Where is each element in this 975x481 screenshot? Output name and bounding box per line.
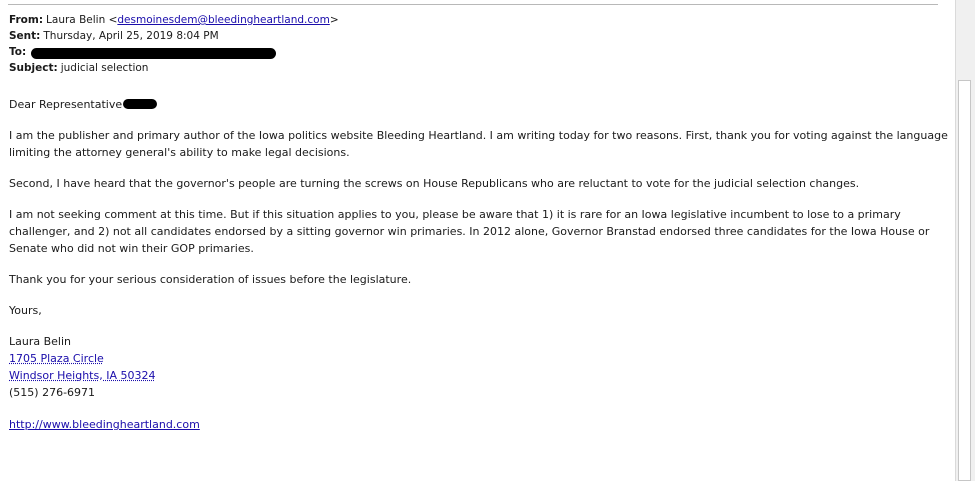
paragraph-4: Thank you for your serious consideration of issues before the legislature. <box>9 273 412 286</box>
signature-block <box>9 333 949 401</box>
to-label: To: <box>9 46 27 58</box>
subject-value: judicial selection <box>60 62 149 74</box>
subject-label: Subject: <box>9 62 58 74</box>
address-line-1-link[interactable]: 1705 Plaza Circle <box>9 352 104 365</box>
subject-row <box>9 60 339 76</box>
sent-value: Thursday, April 25, 2019 8:04 PM <box>43 30 219 42</box>
from-label: From: <box>9 14 44 26</box>
phone-number: (515) 276-6971 <box>9 386 96 399</box>
sent-row <box>9 28 339 44</box>
greeting <box>9 96 949 113</box>
redaction-mark <box>123 99 157 109</box>
from-email-link[interactable]: desmoinesdem@bleedingheartland.com <box>117 14 330 26</box>
scrollbar-thumb[interactable] <box>958 80 971 481</box>
from-close: > <box>329 14 339 26</box>
to-row <box>9 44 339 60</box>
paragraph-3: I am not seeking comment at this time. But if this situation applies to you, please be aware that 1) it is rare for an Iowa legislative incumbent to lose to a primary challenger, and 2) not all candidates endorsed by a sitting governor win primaries. In 2012 alone, Governor Branstad endorsed three candidates for the Iowa House or Senate who did not win their GOP primaries. <box>9 208 930 255</box>
from-name: Laura Belin < <box>46 14 118 26</box>
sent-label: Sent: <box>9 30 41 42</box>
closing: Yours, <box>9 304 42 317</box>
signature-name: Laura Belin <box>9 335 71 348</box>
email-header <box>9 12 339 76</box>
email-body <box>9 96 949 447</box>
website-link[interactable]: http://www.bleedingheartland.com <box>9 418 200 431</box>
greeting-text: Dear Representative <box>9 98 123 111</box>
paragraph-1: I am the publisher and primary author of the Iowa politics website Bleeding Heartland. I am writing today for two reasons. First, thank you for voting against the language limiting the attorney general's ability to make legal decisions. <box>9 129 948 159</box>
redaction-mark <box>31 48 276 59</box>
top-divider <box>8 4 938 5</box>
paragraph-2: Second, I have heard that the governor's people are turning the screws on House Republicans who are reluctant to vote for the judicial selection changes. <box>9 177 860 190</box>
from-row <box>9 12 339 28</box>
address-line-2-link[interactable]: Windsor Heights, IA 50324 <box>9 369 156 382</box>
